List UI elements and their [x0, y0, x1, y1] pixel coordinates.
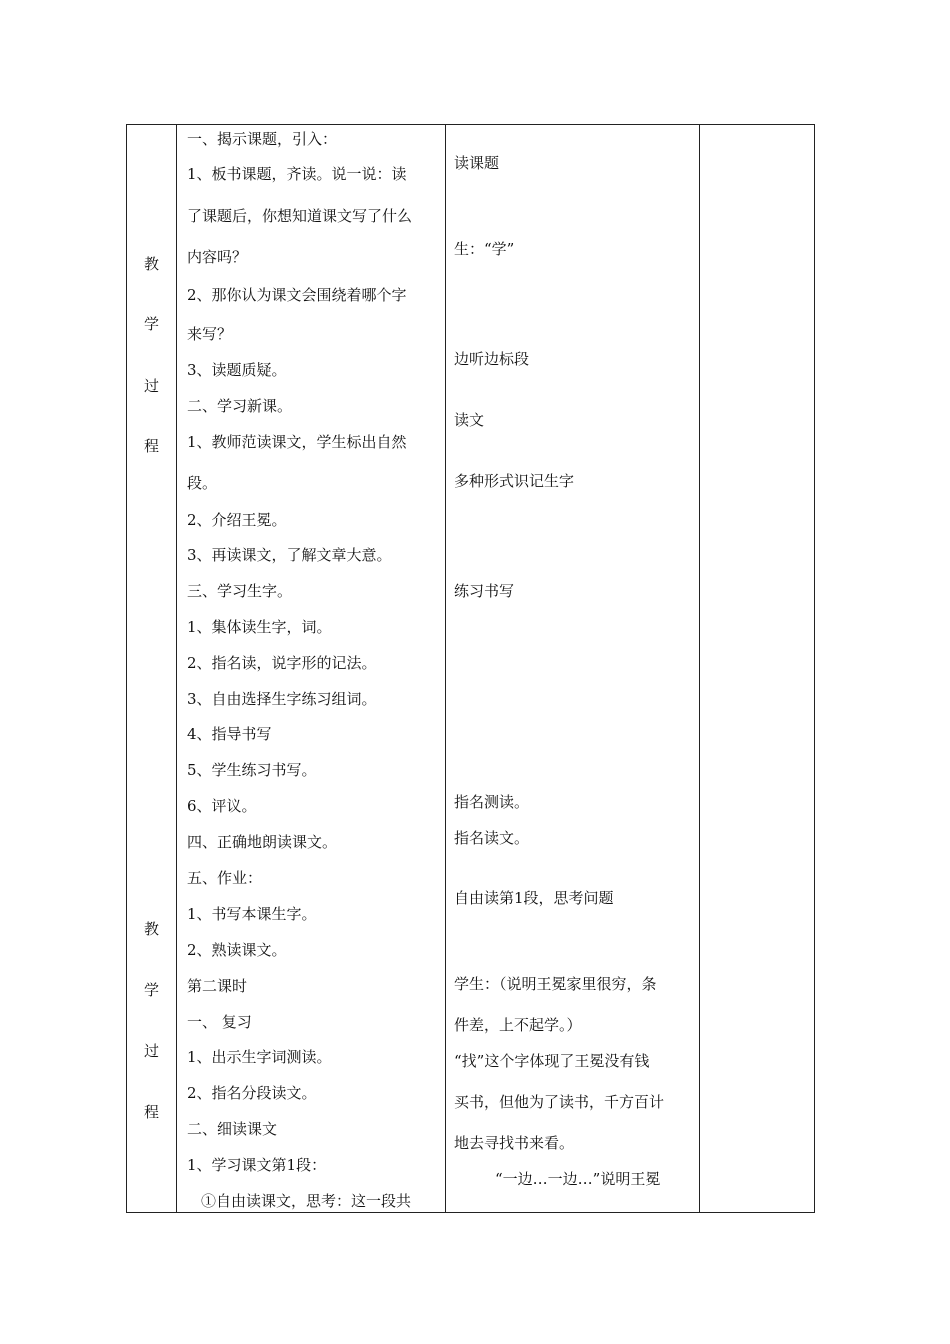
teacher-line: 二、学习新课。: [187, 397, 293, 415]
teacher-line: 1、集体读生字，词。: [187, 618, 332, 636]
teacher-line: 第二课时: [187, 977, 248, 995]
student-line: “找”这个字体现了王冕没有钱: [454, 1052, 650, 1070]
teacher-line: ①自由读课文，思考：这一段共: [201, 1192, 412, 1210]
student-line: 边听边标段: [454, 350, 530, 368]
teacher-line: 一、揭示课题，引入：: [187, 130, 338, 148]
teacher-line: 三、学习生字。: [187, 582, 293, 600]
student-line: 自由读第1段，思考问题: [454, 889, 614, 907]
student-line: 件差，上不起学。）: [454, 1016, 582, 1034]
student-line: 地去寻找书来看。: [454, 1134, 575, 1152]
teacher-line: 1、教师范读课文，学生标出自然: [187, 433, 407, 451]
teacher-line: 内容吗？: [187, 248, 248, 266]
stage-label-char: 学: [143, 315, 159, 333]
teacher-line: 3、读题质疑。: [187, 361, 287, 379]
student-line: 生：“学”: [454, 240, 515, 258]
teacher-line: 2、那你认为课文会围绕着哪个字: [187, 286, 407, 304]
teacher-line: 二、细读课文: [187, 1120, 278, 1138]
teacher-line: 6、评议。: [187, 797, 257, 815]
lesson-plan-table: [126, 124, 815, 1213]
teacher-line: 了课题后，你想知道课文写了什么: [187, 207, 413, 225]
teacher-line: 五、作业：: [187, 869, 263, 887]
stage-label-char: 程: [143, 437, 159, 455]
teacher-line: 四、正确地朗读课文。: [187, 833, 338, 851]
teacher-line: 2、指名读，说字形的记法。: [187, 654, 377, 672]
stage-label-column: [127, 125, 176, 1212]
student-line: 指名测读。: [454, 793, 530, 811]
teacher-line: 一、 复习: [187, 1013, 252, 1031]
teacher-line: 3、再读课文，了解文章大意。: [187, 546, 392, 564]
student-line: 读文: [454, 411, 485, 429]
teacher-line: 3、自由选择生字练习组词。: [187, 690, 377, 708]
column-divider: [176, 125, 177, 1212]
teacher-line: 2、介绍王冕。: [187, 511, 287, 529]
student-line: 指名读文。: [454, 829, 530, 847]
teacher-line: 1、板书课题，齐读。说一说：读: [187, 165, 407, 183]
teacher-line: 段。: [187, 474, 218, 492]
teacher-line: 1、出示生字词测读。: [187, 1048, 332, 1066]
stage-label-char: 过: [143, 377, 159, 395]
stage-label-char: 教: [143, 255, 159, 273]
teacher-line: 来写？: [187, 325, 233, 343]
teacher-line: 4、指导书写: [187, 725, 272, 743]
teacher-line: 1、书写本课生字。: [187, 905, 317, 923]
student-line: 读课题: [454, 154, 500, 172]
student-line: 学生：（说明王冕家里很穷，条: [454, 975, 657, 993]
student-line: 练习书写: [454, 582, 515, 600]
stage-label-char: 教: [143, 920, 159, 938]
student-line: “一边…一边…”说明王冕: [495, 1170, 661, 1188]
teacher-line: 1、学习课文第1段：: [187, 1156, 327, 1174]
stage-label-char: 过: [143, 1042, 159, 1060]
column-divider: [445, 125, 446, 1212]
column-divider: [699, 125, 700, 1212]
teacher-line: 2、熟读课文。: [187, 941, 287, 959]
teacher-line: 5、学生练习书写。: [187, 761, 317, 779]
stage-label-char: 学: [143, 981, 159, 999]
student-line: 买书，但他为了读书，千方百计: [454, 1093, 665, 1111]
teacher-line: 2、指名分段读文。: [187, 1084, 317, 1102]
student-line: 多种形式识记生字: [454, 472, 575, 490]
stage-label-char: 程: [143, 1103, 159, 1121]
